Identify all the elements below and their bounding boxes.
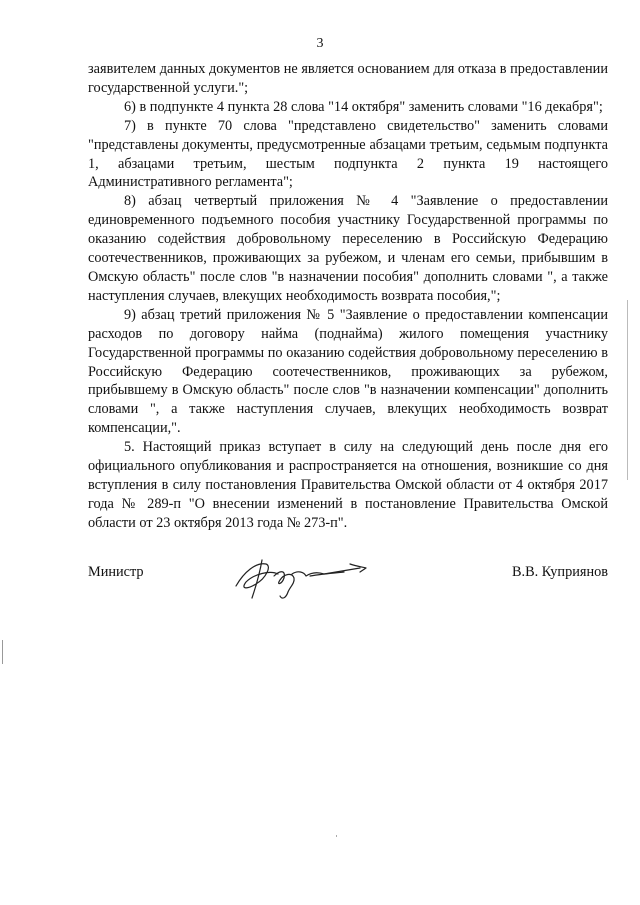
signatory-role: Министр xyxy=(88,564,144,580)
paragraph-item-7: 7) в пункте 70 слова "представлено свидетельство" заменить словами "представлены документы, предусмотренные абзацами третьим, седьмым подпункта 1, абзацами третьим, шестым подпункта 2 пункта 19 настоящего Административного регламента"; xyxy=(88,117,608,191)
signature-block xyxy=(88,562,608,602)
paragraph-item-6: 6) в подпункте 4 пункта 28 слова "14 октября" заменить словами "16 декабря"; xyxy=(124,98,603,115)
paragraph-item-9: 9) абзац третий приложения № 5 "Заявление о предоставлении компенсации расходов по договору найма (поднайма) жилого помещения участнику Государственной программы по оказанию содействия добровольному переселению в Российскую Федерацию соотечественников, проживающих за рубежом, прибывшему в Омскую область" после слов "в назначении компенсации" дополнить словами ", а также наступления случаев, влекущих необходимость возврат компенсации,". xyxy=(88,306,608,437)
paragraph-item-8: 8) абзац четвертый приложения № 4 "Заявление о предоставлении единовременного подъемного пособия участнику Государственной программы по оказанию содействия добровольному переселению в Российскую Федерацию соотечественников, проживающих за рубежом, и членам его семьи, прибывшим в Омскую область" после слов "в назначении пособия" дополнить словами ", а также наступления случаев, влекущих необходимость возврата пособия,"; xyxy=(88,193,608,304)
document-body xyxy=(88,60,608,533)
handwritten-signature xyxy=(226,552,386,604)
paragraph-clause-5: 5. Настоящий приказ вступает в силу на следующий день после дня его официального опубликования и распространяется на отношения, возникшие со дня вступления в силу постановления Правительства Омской области от 4 октября 2017 года № 289-п "О внесении изменений в постановление Правительства Омской области от 23 октября 2013 года № 273-п". xyxy=(88,439,608,531)
paragraph-continuation: заявителем данных документов не является основанием для отказа в предоставлении государственной услуги."; xyxy=(88,61,608,96)
scan-artifact xyxy=(2,640,3,664)
page-number: 3 xyxy=(316,36,324,51)
scan-artifact xyxy=(336,835,337,837)
signatory-name: В.В. Куприянов xyxy=(512,564,608,580)
scan-artifact xyxy=(627,300,628,480)
